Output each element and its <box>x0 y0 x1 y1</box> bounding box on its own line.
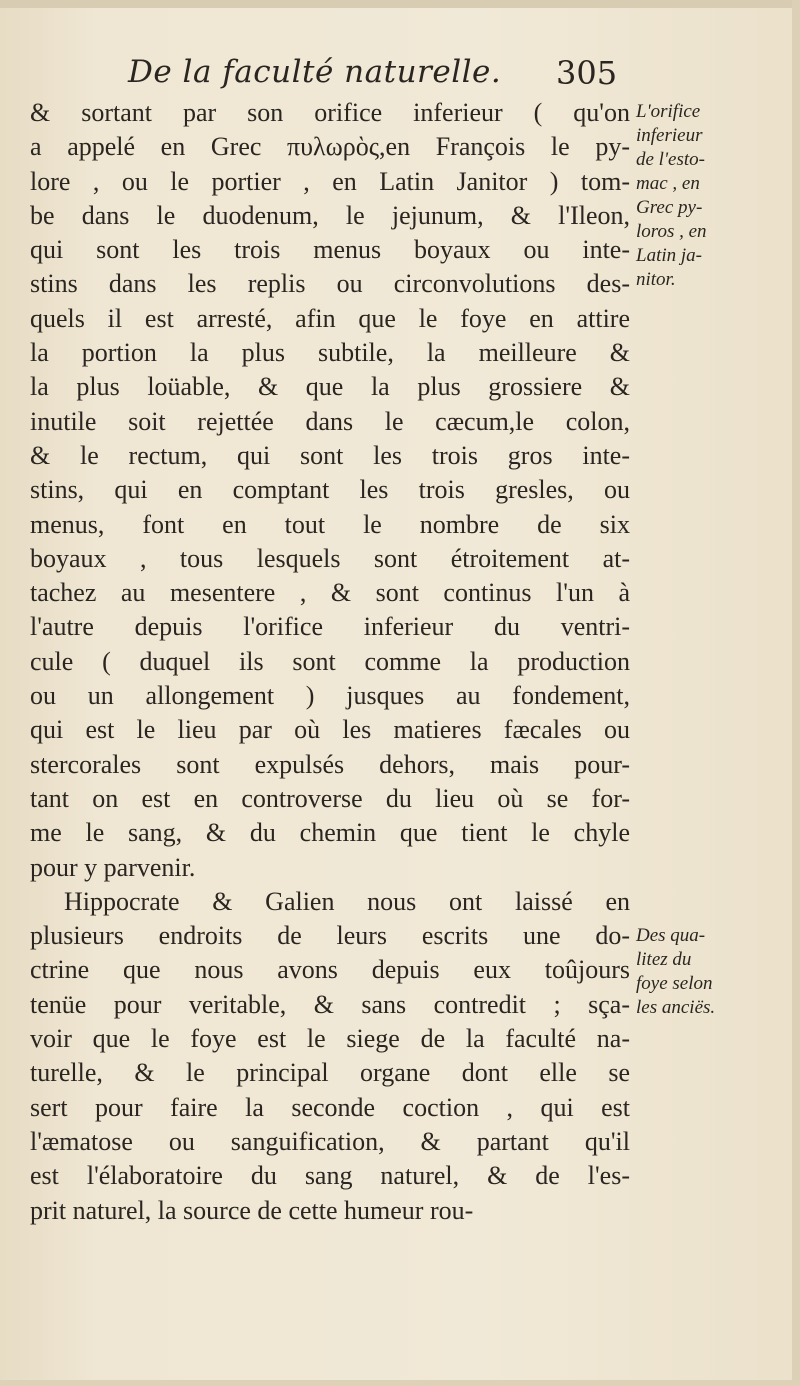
margin-note-line: les anciës. <box>636 997 716 1018</box>
margin-note-line: loros , en <box>636 221 707 242</box>
text-line: turelle, & le principal organe dont elle se <box>30 1058 630 1088</box>
text-line: tant on est en controverse du lieu où se for- <box>30 783 630 813</box>
page-bottom-edge <box>0 1380 800 1386</box>
main-text <box>30 96 630 1228</box>
text-line: stins, qui en comptant les trois gresles, ou <box>30 475 630 505</box>
page-top-edge <box>0 0 800 8</box>
margin-note-line: Latin ja- <box>636 245 702 266</box>
text-line: Hippocrate & Galien nous ont laissé en <box>64 886 630 916</box>
text-line: ou un allongement ) jusques au fondement, <box>30 681 630 711</box>
text-line: & le rectum, qui sont les trois gros inte- <box>30 440 630 470</box>
text-line: l'æmatose ou sanguification, & partant qu'il <box>30 1126 630 1156</box>
text-line: & sortant par son orifice inferieur ( qu'on <box>30 98 630 127</box>
page-header <box>0 48 800 98</box>
text-line: be dans le duodenum, le jejunum, & l'Ileon, <box>30 200 630 230</box>
text-line: ctrine que nous avons depuis eux toûjours <box>30 955 630 985</box>
text-line: tachez au mesentere , & sont continus l'un à <box>30 578 630 608</box>
text-line: boyaux , tous lesquels sont étroitement at- <box>30 543 630 573</box>
margin-note-line: litez du <box>636 949 692 970</box>
text-line: prit naturel, la source de cette humeur rou- <box>30 1195 474 1225</box>
text-line: plusieurs endroits de leurs escrits une do- <box>30 921 630 951</box>
text-line: stercorales sont expulsés dehors, mais pour- <box>30 749 630 779</box>
running-head: De la faculté naturelle. <box>128 54 502 90</box>
text-line: cule ( duquel ils sont comme la production <box>30 646 630 676</box>
text-line: tenüe pour veritable, & sans contredit ; sça- <box>30 989 630 1019</box>
text-line: pour y parvenir. <box>30 852 196 882</box>
text-line: la plus loüable, & que la plus grossiere & <box>30 372 630 402</box>
text-line: inutile soit rejettée dans le cæcum,le colon, <box>30 406 630 436</box>
text-line: qui sont les trois menus boyaux ou inte- <box>30 235 630 265</box>
margin-note-line: L'orifice <box>636 101 701 122</box>
margin-note-line: inferieur <box>636 125 703 146</box>
text-line: a appelé en Grec πυλωρὸς,en François le py- <box>30 132 630 162</box>
text-line: la portion la plus subtile, la meilleure & <box>30 338 630 368</box>
text-line: voir que le foye est le siege de la faculté na- <box>30 1024 630 1054</box>
margin-note-line: nitor. <box>636 269 676 290</box>
margin-note-line: mac , en <box>636 173 700 194</box>
page-number: 305 <box>556 54 618 92</box>
text-line: l'autre depuis l'orifice inferieur du ventri- <box>30 612 630 642</box>
margin-note-liver <box>636 924 796 1020</box>
text-line: est l'élaboratoire du sang naturel, & de l'es- <box>30 1161 630 1191</box>
margin-note-line: Des qua- <box>636 925 706 946</box>
text-line: menus, font en tout le nombre de six <box>30 509 630 539</box>
margin-note-line: foye selon <box>636 973 713 994</box>
margin-note-pylorus <box>636 100 796 292</box>
margin-note-line: de l'esto- <box>636 149 705 170</box>
text-line: stins dans les replis ou circonvolutions des- <box>30 269 630 299</box>
text-line: qui est le lieu par où les matieres fæcales ou <box>30 715 630 745</box>
text-line: lore , ou le portier , en Latin Janitor ) tom- <box>30 166 630 196</box>
text-line: quels il est arresté, afin que le foye en attire <box>30 303 630 333</box>
margin-note-line: Grec py- <box>636 197 703 218</box>
text-line: me le sang, & du chemin que tient le chyle <box>30 818 630 848</box>
text-line: sert pour faire la seconde coction , qui est <box>30 1092 630 1122</box>
